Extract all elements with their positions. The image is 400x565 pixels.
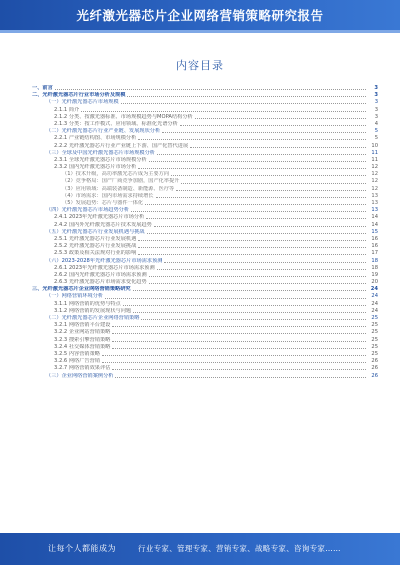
toc-entry-page: 13 bbox=[371, 192, 378, 199]
toc-entry-page: 10 bbox=[371, 142, 378, 149]
toc-entry-page: 14 bbox=[371, 221, 378, 228]
toc-leader-dots bbox=[157, 269, 366, 270]
toc-leader-dots bbox=[112, 333, 366, 334]
toc-leader-dots bbox=[127, 96, 366, 97]
toc-entry[interactable] bbox=[32, 308, 378, 315]
toc-entry-page: 12 bbox=[371, 171, 378, 178]
toc-entry-title: 3.2.3 搜索引擎营销策略 bbox=[54, 336, 111, 343]
toc-entry-title: （六）2023-2028年光纤激光器芯片市场需求预测 bbox=[46, 257, 163, 264]
toc-leader-dots bbox=[156, 197, 367, 198]
toc-leader-dots bbox=[190, 147, 366, 148]
toc-entry[interactable] bbox=[32, 99, 378, 106]
toc-leader-dots bbox=[138, 168, 366, 169]
toc-entry[interactable] bbox=[32, 114, 378, 121]
toc-entry[interactable] bbox=[32, 286, 378, 293]
footer-slogan-left: 让每个人都能成为 bbox=[48, 544, 116, 553]
toc-entry[interactable] bbox=[32, 92, 378, 99]
footer-slogan-right: 行业专家、管理专家、营销专家、战略专家、咨询专家…… bbox=[138, 544, 341, 553]
toc-entry[interactable] bbox=[32, 315, 378, 322]
toc-entry[interactable] bbox=[32, 107, 378, 114]
toc-entry[interactable] bbox=[32, 373, 378, 380]
toc-entry-title: 3.2.2 企业网站营销策略 bbox=[54, 329, 111, 336]
toc-entry-page: 13 bbox=[371, 200, 378, 206]
toc-entry[interactable] bbox=[32, 85, 378, 92]
toc-entry[interactable] bbox=[32, 272, 378, 279]
toc-entry-title: 3.2.5 内容营销策略 bbox=[54, 350, 100, 357]
toc-leader-dots bbox=[181, 183, 366, 184]
toc-leader-dots bbox=[131, 211, 366, 212]
toc-entry-page: 15 bbox=[371, 228, 378, 235]
toc-entry[interactable] bbox=[32, 157, 378, 164]
toc-entry[interactable] bbox=[32, 344, 378, 351]
toc-entry-title: （1）技术升级，高功率激光芯片成为主要方向 bbox=[62, 171, 170, 178]
toc-entry-title: 2.6.1 2023年光纤激光器芯片市场需求预测 bbox=[54, 264, 155, 271]
toc-leader-dots bbox=[55, 89, 366, 90]
toc-entry[interactable] bbox=[32, 121, 378, 128]
toc-leader-dots bbox=[112, 326, 366, 327]
toc-entry-title: （一）光纤激光器芯片市场规模 bbox=[46, 99, 119, 106]
toc-entry-title: （二）光纤激光器芯片行业产业链、发展现状分析 bbox=[46, 128, 161, 135]
toc-entry[interactable] bbox=[32, 164, 378, 171]
toc-entry-title: 2.6.2 国内光纤激光器芯片市场需求预测 bbox=[54, 271, 147, 278]
toc-leader-dots bbox=[123, 305, 366, 306]
toc-entry[interactable] bbox=[32, 193, 378, 200]
toc-entry-page: 14 bbox=[371, 214, 378, 221]
toc-entry-title: 2.1.1 简介 bbox=[54, 106, 80, 113]
toc-entry-page: 26 bbox=[371, 358, 378, 365]
toc-entry-page: 13 bbox=[371, 207, 378, 214]
toc-entry[interactable] bbox=[32, 186, 378, 193]
toc-leader-dots bbox=[149, 276, 366, 277]
toc-list bbox=[32, 85, 378, 380]
toc-entry-title: （3）应用领域：高端装备制造、新能源、医疗等 bbox=[62, 185, 175, 192]
toc-leader-dots bbox=[171, 175, 366, 176]
toc-entry[interactable] bbox=[32, 128, 378, 135]
report-title: 光纤激光器芯片企业网络营销策略研究报告 bbox=[76, 8, 324, 23]
toc-entry-title: （三）全球及中国光纤激光器芯片市场规模分析 bbox=[46, 149, 155, 156]
toc-entry[interactable] bbox=[32, 265, 378, 272]
toc-entry[interactable] bbox=[32, 207, 378, 214]
toc-leader-dots bbox=[141, 319, 366, 320]
toc-leader-dots bbox=[149, 283, 366, 284]
toc-leader-dots bbox=[112, 369, 366, 370]
toc-entry-title: （四）光纤激光器芯片市场趋势分析 bbox=[46, 207, 130, 214]
toc-entry[interactable] bbox=[32, 200, 378, 207]
toc-entry-title: 3.1.1 网络营销的优势与特点 bbox=[54, 300, 121, 307]
toc-entry-page: 25 bbox=[371, 329, 378, 336]
report-header bbox=[0, 0, 400, 30]
toc-leader-dots bbox=[133, 312, 366, 313]
toc-entry[interactable] bbox=[32, 301, 378, 308]
toc-entry-title: 2.1.2 分类、按激光器标准、市场规模趋势与MOPA结构分析 bbox=[54, 113, 193, 120]
toc-leader-dots bbox=[102, 355, 366, 356]
report-footer bbox=[0, 533, 400, 565]
toc-entry-page: 3 bbox=[374, 113, 378, 120]
toc-entry-page: 25 bbox=[371, 350, 378, 357]
toc-entry-title: 3.2.6 网络广告营销 bbox=[54, 358, 100, 365]
toc-entry-page: 26 bbox=[371, 365, 378, 372]
toc-entry-page: 20 bbox=[371, 279, 378, 286]
toc-leader-dots bbox=[102, 362, 366, 363]
toc-entry-page: 3 bbox=[374, 106, 378, 113]
toc-entry-title: 2.6.3 光纤激光器芯片市场需求变化趋势 bbox=[54, 279, 147, 286]
toc-leader-dots bbox=[147, 233, 366, 234]
toc-entry[interactable] bbox=[32, 178, 378, 185]
toc-entry-title: 2.3.2 国内光纤激光器芯片市场分析 bbox=[54, 164, 137, 171]
toc-leader-dots bbox=[146, 218, 366, 219]
toc-entry-title: （5）发展趋势：芯片与器件一体化 bbox=[62, 200, 144, 206]
toc-entry-page: 3 bbox=[374, 92, 378, 99]
toc-entry-title: 2.3.1 全球光纤激光器芯片市场规模分析 bbox=[54, 156, 147, 163]
toc-entry-page: 24 bbox=[371, 307, 378, 314]
toc-entry[interactable] bbox=[32, 365, 378, 372]
toc-entry-page: 17 bbox=[371, 250, 378, 257]
toc-entry[interactable] bbox=[32, 322, 378, 329]
toc-page bbox=[22, 33, 378, 533]
toc-leader-dots bbox=[121, 103, 366, 104]
toc-leader-dots bbox=[138, 247, 366, 248]
toc-leader-dots bbox=[176, 190, 366, 191]
toc-entry-page: 25 bbox=[371, 322, 378, 329]
toc-entry[interactable] bbox=[32, 236, 378, 243]
toc-entry[interactable] bbox=[32, 358, 378, 365]
toc-entry-title: 2.2.1 产业链结构图、市场规模分析 bbox=[54, 135, 137, 142]
toc-entry-title: 3.2.4 社交媒体营销策略 bbox=[54, 343, 111, 350]
toc-entry-page: 25 bbox=[371, 343, 378, 350]
toc-entry[interactable] bbox=[32, 150, 378, 157]
toc-entry[interactable] bbox=[32, 243, 378, 250]
toc-leader-dots bbox=[195, 118, 366, 119]
toc-entry[interactable] bbox=[32, 258, 378, 265]
toc-entry-page: 12 bbox=[371, 185, 378, 192]
toc-entry[interactable] bbox=[32, 222, 378, 229]
toc-leader-dots bbox=[157, 154, 366, 155]
toc-entry-page: 24 bbox=[371, 300, 378, 307]
toc-entry[interactable] bbox=[32, 229, 378, 236]
toc-entry-page: 3 bbox=[374, 99, 378, 106]
toc-leader-dots bbox=[138, 240, 366, 241]
toc-leader-dots bbox=[105, 298, 366, 299]
toc-entry[interactable] bbox=[32, 293, 378, 300]
toc-leader-dots bbox=[154, 226, 366, 227]
toc-title: 内容目录 bbox=[176, 59, 224, 72]
toc-entry-title: 2.5.1 光纤激光器芯片行业发展机遇 bbox=[54, 235, 137, 242]
toc-entry-page: 11 bbox=[371, 149, 378, 156]
toc-entry[interactable] bbox=[32, 250, 378, 257]
toc-entry-title: 2.1.3 分类：按工作模式、应用领域、标准化光谱分析 bbox=[54, 120, 178, 127]
toc-entry-page: 5 bbox=[374, 135, 378, 142]
toc-entry[interactable] bbox=[32, 337, 378, 344]
toc-entry-page: 26 bbox=[371, 372, 378, 379]
toc-entry-title: （2）竞争格局：国产厂商竞争加剧，国产化率提升 bbox=[62, 178, 180, 185]
toc-entry[interactable] bbox=[32, 279, 378, 286]
toc-entry-title: 一、前言 bbox=[32, 85, 53, 91]
toc-entry-title: 3.1.2 网络营销的发展现状与问题 bbox=[54, 307, 132, 314]
toc-entry-page: 12 bbox=[371, 164, 378, 171]
toc-entry-page: 25 bbox=[371, 315, 378, 321]
toc-entry-title: 3.2.7 网络营销效果评估 bbox=[54, 365, 111, 372]
toc-leader-dots bbox=[115, 377, 366, 378]
toc-entry-page: 16 bbox=[371, 243, 378, 250]
toc-entry-title: （二）光纤激光器芯片企业网络营销策略 bbox=[46, 315, 140, 321]
toc-entry[interactable] bbox=[32, 351, 378, 358]
toc-leader-dots bbox=[112, 348, 366, 349]
toc-entry[interactable] bbox=[32, 214, 378, 221]
toc-leader-dots bbox=[112, 341, 366, 342]
toc-leader-dots bbox=[180, 125, 366, 126]
toc-entry-page: 5 bbox=[374, 128, 378, 135]
toc-leader-dots bbox=[164, 262, 366, 263]
toc-leader-dots bbox=[162, 132, 366, 133]
toc-entry-page: 18 bbox=[371, 264, 378, 271]
toc-entry[interactable] bbox=[32, 171, 378, 178]
toc-leader-dots bbox=[145, 204, 366, 205]
toc-entry-title: （五）光纤激光器芯片行业发展机遇与挑战 bbox=[46, 228, 145, 235]
toc-entry-title: 2.5.3 政策及相关法规对行业的影响 bbox=[54, 250, 137, 257]
toc-leader-dots bbox=[81, 111, 366, 112]
toc-entry-page: 18 bbox=[371, 257, 378, 264]
toc-entry[interactable] bbox=[32, 143, 378, 150]
toc-entry[interactable] bbox=[32, 329, 378, 336]
toc-entry[interactable] bbox=[32, 135, 378, 142]
toc-entry-page: 12 bbox=[371, 178, 378, 185]
toc-entry-title: 2.5.2 光纤激光器芯片行业发展挑战 bbox=[54, 243, 137, 250]
toc-entry-title: 二、光纤激光器芯片行业市场分析及规模 bbox=[32, 92, 126, 99]
toc-entry-page: 16 bbox=[371, 235, 378, 242]
toc-entry-page: 25 bbox=[371, 336, 378, 343]
toc-leader-dots bbox=[133, 290, 366, 291]
toc-entry-title: 2.4.2 国内外光纤激光器芯片技术发展趋势 bbox=[54, 221, 152, 228]
toc-leader-dots bbox=[149, 161, 366, 162]
toc-entry-page: 24 bbox=[370, 286, 378, 293]
toc-entry-page: 11 bbox=[371, 156, 378, 163]
toc-entry-title: 2.4.1 2023年光纤激光器芯片市场分析 bbox=[54, 214, 145, 221]
toc-entry-title: 三、光纤激光器芯片企业网络营销策略研究 bbox=[32, 286, 131, 293]
toc-entry-page: 19 bbox=[371, 271, 378, 278]
toc-leader-dots bbox=[138, 139, 366, 140]
toc-leader-dots bbox=[138, 254, 366, 255]
toc-entry-title: 3.2.1 网络营销平台建设 bbox=[54, 322, 111, 329]
toc-entry-title: （三）企业网络营销案例分析 bbox=[46, 372, 114, 379]
toc-entry-page: 3 bbox=[374, 85, 378, 91]
toc-entry-title: （一）网络营销环境分析 bbox=[46, 293, 104, 300]
toc-entry-title: （4）市场需求：国内市场需求持续增长 bbox=[62, 192, 154, 199]
toc-entry-title: 2.2.2 光纤激光器芯片行业产业链上下游、国产化替代进展 bbox=[54, 142, 189, 149]
toc-entry-page: 4 bbox=[374, 120, 378, 127]
toc-entry-page: 24 bbox=[371, 293, 378, 300]
